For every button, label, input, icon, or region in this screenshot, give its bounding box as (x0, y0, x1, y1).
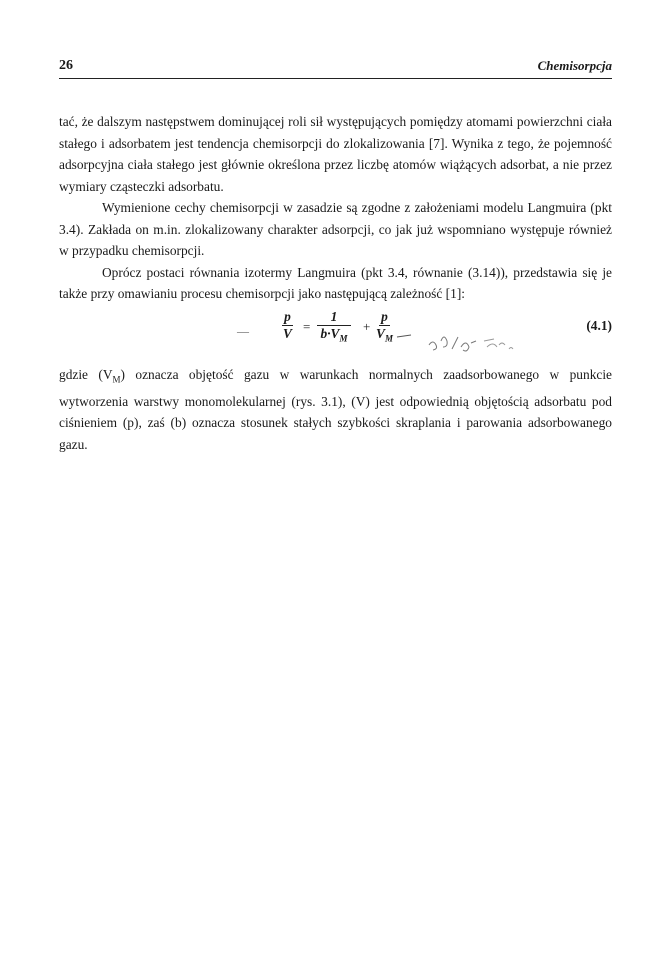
denominator-subscript: M (339, 333, 348, 344)
fraction-p-over-v (281, 309, 294, 342)
body-text (59, 111, 612, 455)
handwritten-dash: — (237, 323, 249, 338)
equals-sign: = (303, 318, 311, 334)
equation-4-1 (59, 309, 612, 357)
fraction-numerator: p (381, 308, 388, 324)
fraction-numerator: 1 (317, 309, 351, 326)
handwritten-scribble (349, 327, 519, 357)
paragraph-2: Wymienione cechy chemisorpcji w zasadzie są zgodne z założeniami modelu Langmuira (pkt 3.4). Zakłada on m.in. zlokalizowany charakter adsorpcji, co jak już wspomniano występuje również w przypadku chemisorpcji. (59, 200, 612, 258)
running-title: Chemisorpcja (537, 58, 612, 73)
denominator-base: b·V (320, 325, 340, 341)
page-number: 26 (59, 58, 73, 73)
paragraph-4 (59, 364, 612, 456)
vm-subscript: M (112, 374, 121, 385)
fraction-denominator (319, 326, 350, 347)
page-header (59, 58, 612, 79)
paragraph-1: tać, że dalszym następstwem dominującej roli sił występujących pomiędzy atomami powierzchni ciała stałego i adsorbatem jest tendencja chemisorpcji do zlokalizowania [7]. Wynika z tego, że pojemność adsorpcyjna ciała stałego jest głównie określona przez liczbę atomów wiążących adsorbat, a nie przez wymiary cząsteczki adsorbatu. (59, 114, 612, 194)
paragraph-3: Oprócz postaci równania izotermy Langmuira (pkt 3.4, równanie (3.14)), przedstawia się je także przy omawianiu procesu chemisorpcji jako następującą zależność [1]: (59, 264, 612, 301)
fraction-one-over-bvm (317, 309, 351, 347)
equation-label: (4.1) (586, 317, 612, 333)
fraction-denominator: V (283, 325, 292, 341)
paragraph-4-rest: ) oznacza objętość gazu w warunkach normalnych zaadsorbowanego w punkcie wytworzenia warstwy monomolekularnej (rys. 3.1), (V) jest odpowiednią objętością adsorbatu pod ciśnieniem (p), zaś (b) oznacza stosunek stałych szybkości skraplania i parowania adsorbowanego gazu. (59, 366, 612, 452)
plus-sign: + (363, 318, 371, 334)
paragraph-4-start: gdzie (V (59, 366, 113, 382)
denominator-base: V (376, 325, 385, 341)
fraction-numerator: p (284, 308, 291, 324)
denominator-subscript: M (384, 333, 393, 344)
